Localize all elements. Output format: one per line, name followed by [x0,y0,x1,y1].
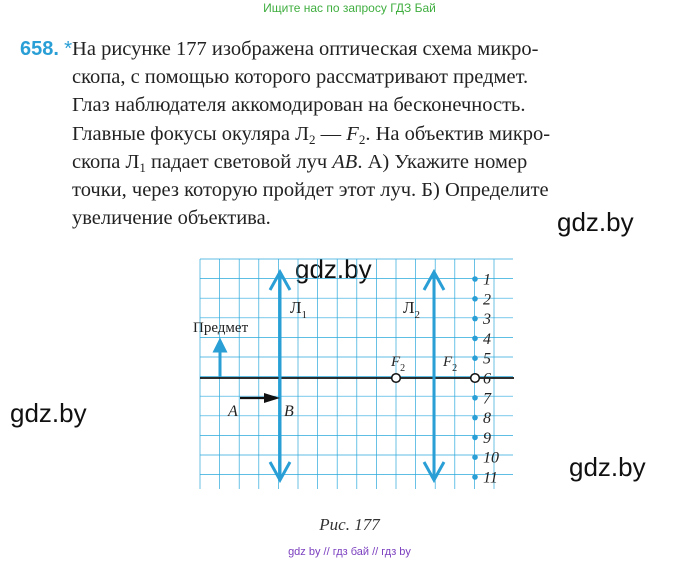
text-fragment: — [315,122,347,145]
point-label: 2 [483,291,491,309]
point-marker [472,296,478,302]
point-marker [472,435,478,441]
point-label: 1 [483,271,491,289]
text-fragment: падает световой луч [145,150,333,173]
problem-number: 658. [20,38,59,60]
watermark: gdz.by [557,207,634,237]
text-fragment: Главные фокусы окуляра Л [72,122,310,145]
ray-ab [240,393,280,403]
point-marker [472,474,478,480]
point-label: 3 [483,311,491,329]
top-banner: Ищите нас по запросу ГДЗ Бай [263,1,436,15]
point-marker [472,355,478,361]
difficulty-star: * [64,37,73,60]
ray-symbol: AB [332,150,358,173]
text-fragment: . На объектив микро- [365,122,551,145]
watermark: gdz.by [569,452,646,482]
focus-symbol: F [346,122,359,145]
point-label: 5 [483,350,491,368]
point-marker [472,276,478,282]
text-fragment: . А) Укажите номер [357,150,528,173]
lens-1-label: $Л_1$ [290,298,308,321]
object-label: Предмет [193,320,249,336]
point-a-label: A [228,403,238,420]
point-b-label: B [284,403,294,420]
point-marker [472,454,478,460]
grid [200,259,513,489]
problem-line-2: скопа, с помощью которого рассматривают предмет. [72,66,529,89]
problem-line-3: Глаз наблюдателя аккомодирован на бесконечность. [72,94,526,117]
point-label: 10 [483,449,499,467]
focus-point-left [392,374,401,383]
point-marker [472,316,478,322]
lens-1 [270,272,290,480]
bottom-banner: gdz by // гдз бай // гдз by [288,546,411,558]
watermark: gdz.by [10,398,87,428]
text-fragment: скопа Л [72,150,140,173]
point-label: 8 [483,410,491,428]
focus-point-right [471,374,480,383]
lens-2 [424,272,444,480]
focus-label-left: $F_2$ [391,354,406,374]
problem-line-7: увеличение объектива. [72,207,271,230]
point-label: 11 [483,469,498,487]
focus-label-right: $F_2$ [443,354,458,374]
lens-2-label: $Л_2$ [403,298,421,321]
point-label: 7 [483,390,491,408]
problem-line-6: точки, через которую пройдет этот луч. Б) Определите [72,178,549,201]
subscript: 2 [358,131,366,147]
subscript: 2 [309,131,316,147]
point-label: 4 [483,330,491,348]
point-marker [472,395,478,401]
point-label: 9 [483,429,491,447]
subscript: 1 [139,159,146,175]
point-marker [472,336,478,342]
point-label: 6 [483,370,491,388]
point-marker [472,415,478,421]
watermark: gdz.by [295,254,372,284]
problem-text-line: На рисунке 177 изображена оптическая схема микро- [72,38,539,60]
figure-caption: Рис. 177 [319,515,380,534]
